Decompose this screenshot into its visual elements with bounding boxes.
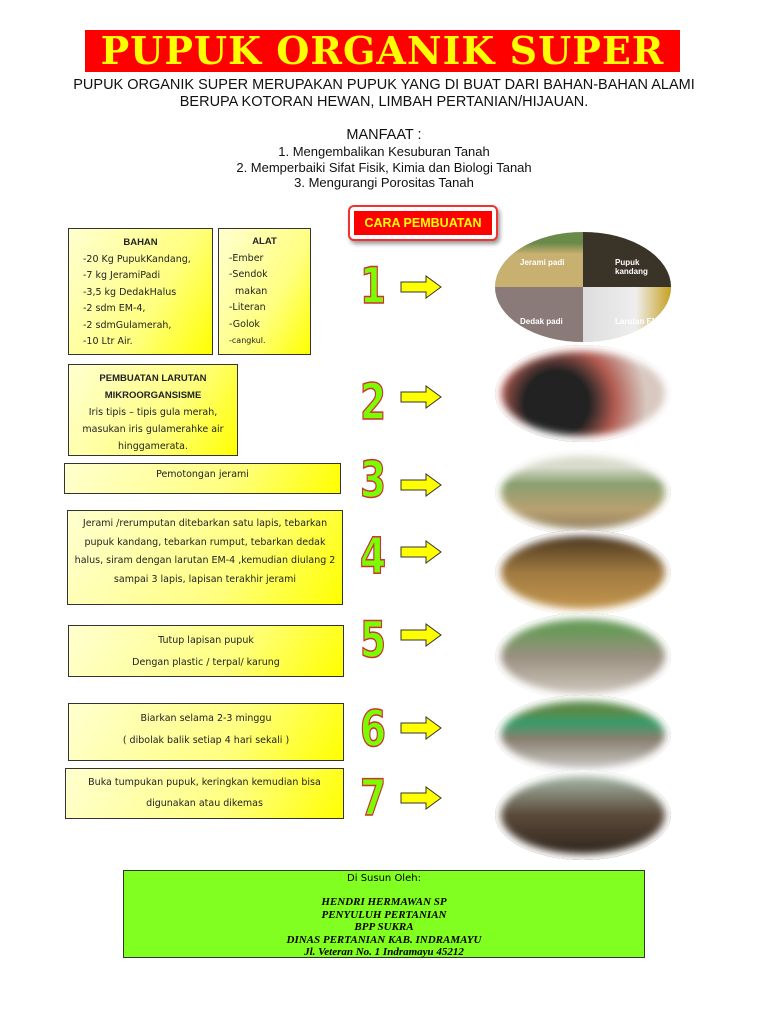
step-3-text: Pemotongan jerami <box>156 469 249 480</box>
step-4-box <box>67 510 343 605</box>
step-5-text: Tutup lapisan pupuk <box>158 635 254 646</box>
alat-heading: ALAT <box>252 236 277 247</box>
bahan-item: -10 Ltr Air. <box>83 336 133 347</box>
photo-label: Dedak padi <box>520 317 563 326</box>
bahan-item: -3,5 kg DedakHalus <box>83 286 177 298</box>
bahan-heading: BAHAN <box>123 237 158 248</box>
alat-item: -cangkul. <box>229 336 266 345</box>
photo-label: Larutan EM4 <box>615 317 664 326</box>
photo-label: Jerami padi <box>520 258 565 267</box>
step-number-1: 1 <box>359 257 387 315</box>
larutan-heading: PEMBUATAN LARUTAN <box>99 373 207 384</box>
cara-pembuatan-text: CARA PEMBUATAN <box>354 211 492 235</box>
photo-covering <box>495 613 671 700</box>
manfaat-item: 2. Memperbaiki Sifat Fisik, Kimia dan Biologi Tanah <box>236 160 532 175</box>
larutan-box <box>68 364 238 456</box>
poster-title: PUPUK ORGANIK SUPER <box>85 30 680 72</box>
photo-finished-compost <box>495 770 671 860</box>
footer-credits <box>123 870 645 958</box>
step-6-box <box>68 703 344 761</box>
photo-waiting <box>495 695 671 775</box>
description-line-1: PUPUK ORGANIK SUPER MERUPAKAN PUPUK YANG DI BUAT DARI BAHAN-BAHAN ALAMI <box>73 77 695 93</box>
step-7-text: Buka tumpukan pupuk, keringkan kemudian bisa digunakan atau dikemas <box>88 777 321 809</box>
alat-item: -Golok <box>229 318 260 330</box>
manfaat-item: 1. Mengembalikan Kesuburan Tanah <box>278 144 490 159</box>
right-arrow-icon <box>400 786 442 810</box>
alat-item: -Sendok <box>229 269 268 280</box>
larutan-heading: MIKROORGANSISME <box>104 390 202 401</box>
step-number-7: 7 <box>359 769 387 827</box>
right-arrow-icon <box>400 473 442 497</box>
footer-line: HENDRI HERMAWAN SP <box>321 896 447 908</box>
step-6-text: Biarkan selama 2-3 minggu <box>140 713 272 724</box>
alat-item: -Ember <box>229 252 264 264</box>
step-5-box <box>68 625 344 677</box>
cara-pembuatan-label <box>348 205 498 241</box>
step-number-3: 3 <box>359 451 387 509</box>
step-3-box <box>64 463 341 494</box>
bahan-box <box>68 228 213 355</box>
photo-cutting-straw <box>495 450 671 535</box>
bahan-item: -2 sdm EM-4, <box>83 303 146 314</box>
step-number-2: 2 <box>359 373 387 431</box>
step-number-4: 4 <box>359 527 387 585</box>
manfaat-heading: MANFAAT : <box>346 127 422 143</box>
photo-materials <box>495 232 671 342</box>
alat-box <box>218 228 311 355</box>
step-number-6: 6 <box>359 700 387 758</box>
photo-mixing-solution <box>495 345 671 442</box>
photo-layering <box>495 530 671 615</box>
right-arrow-icon <box>400 385 442 409</box>
footer-line: Jl. Veteran No. 1 Indramayu 45212 <box>304 946 464 958</box>
footer-line: DINAS PERTANIAN KAB. INDRAMAYU <box>286 933 482 946</box>
description-line-2: BERUPA KOTORAN HEWAN, LIMBAH PERTANIAN/HIJAUAN. <box>179 94 589 110</box>
alat-item: makan <box>229 285 268 297</box>
bahan-item: -2 sdmGulamerah, <box>83 319 172 331</box>
manfaat-item: 3. Mengurangi Porositas Tanah <box>294 175 474 190</box>
step-6-text: ( dibolak balik setiap 4 hari sekali ) <box>122 735 290 746</box>
larutan-text: Iris tipis – tipis gula merah, masukan iris gulamerahke air hinggamerata. <box>82 407 224 452</box>
bahan-item: -7 kg JeramiPadi <box>83 270 161 281</box>
bahan-item: -20 Kg PupukKandang, <box>83 253 191 265</box>
right-arrow-icon <box>400 275 442 299</box>
step-5-text: Dengan plastic / terpal/ karung <box>132 657 280 668</box>
right-arrow-icon <box>400 540 442 564</box>
step-7-box <box>65 768 344 819</box>
right-arrow-icon <box>400 623 442 647</box>
footer-by: Di Susun Oleh: <box>347 873 421 884</box>
photo-label: Pupuk kandang <box>615 258 648 276</box>
footer-line: BPP SUKRA <box>354 921 414 933</box>
step-4-text: Jerami /rerumputan ditebarkan satu lapis, tebarkan pupuk kandang, tebarkan rumput, tebarkan dedak halus, siram dengan larutan EM-4 ,kemudian diulang 2 sampai 3 lapis, lapisan terakhir jerami <box>74 518 336 585</box>
right-arrow-icon <box>400 716 442 740</box>
alat-item: -Literan <box>229 302 266 313</box>
footer-line: PENYULUH PERTANIAN <box>321 908 447 921</box>
step-number-5: 5 <box>359 611 387 669</box>
